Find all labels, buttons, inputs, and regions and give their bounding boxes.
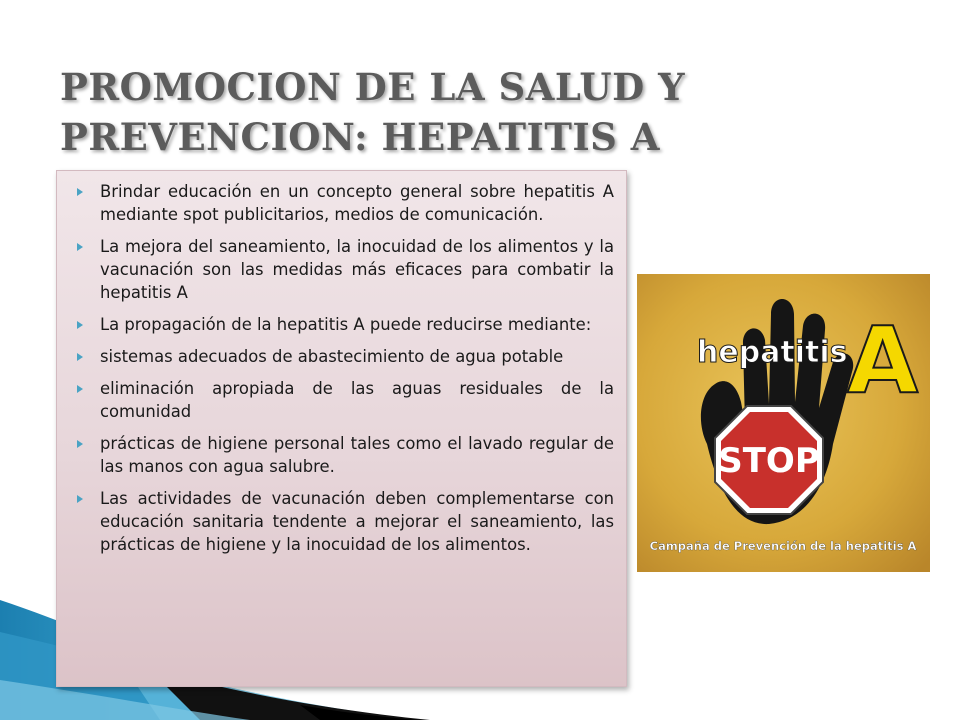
bullet-arrow-icon — [77, 440, 83, 448]
bullet-text: sistemas adecuados de abastecimiento de agua potable — [100, 347, 564, 366]
bullet-text: Las actividades de vacunación deben complementarse con educación sanitaria tendente a mejorar el saneamiento, las prácticas de higiene y la inocuidad de los alimentos. — [100, 489, 614, 554]
bullet-text: La mejora del saneamiento, la inocuidad de los alimentos y la vacunación son las medidas más eficaces para combatir la hepatitis A — [100, 237, 614, 302]
bullet-list — [57, 171, 626, 556]
bullet-item — [73, 313, 614, 336]
bullet-item — [73, 432, 614, 478]
bullet-item — [73, 180, 614, 226]
bullet-arrow-icon — [77, 321, 83, 329]
stop-sign-icon — [715, 406, 823, 514]
bullet-text: prácticas de higiene personal tales como el lavado regular de las manos con agua salubre. — [100, 434, 614, 476]
stop-text: STOP — [718, 441, 820, 481]
bullet-item — [73, 235, 614, 304]
letter-a: A — [847, 307, 919, 414]
bullet-arrow-icon — [77, 495, 83, 503]
content-box — [56, 170, 627, 687]
hepatitis-campaign-image — [637, 274, 930, 572]
bullet-arrow-icon — [77, 353, 83, 361]
bullet-text: eliminación apropiada de las aguas residuales de la comunidad — [100, 379, 614, 421]
campaign-caption: Campaña de Prevención de la hepatitis A — [649, 539, 917, 553]
bullet-arrow-icon — [77, 243, 83, 251]
bullet-arrow-icon — [77, 385, 83, 393]
bullet-item — [73, 377, 614, 423]
slide-title — [60, 62, 920, 162]
bullet-item — [73, 345, 614, 368]
bullet-item — [73, 487, 614, 556]
hepatitis-word: hepatitis — [697, 335, 848, 370]
title-line-2: PREVENCION: HEPATITIS A — [60, 115, 660, 159]
bullet-text: Brindar educación en un concepto general sobre hepatitis A mediante spot publicitarios, medios de comunicación. — [100, 182, 614, 224]
title-line-1: PROMOCION DE LA SALUD Y — [60, 65, 686, 109]
bullet-text: La propagación de la hepatitis A puede reducirse mediante: — [100, 315, 592, 334]
bullet-arrow-icon — [77, 188, 83, 196]
campaign-illustration — [637, 274, 930, 572]
